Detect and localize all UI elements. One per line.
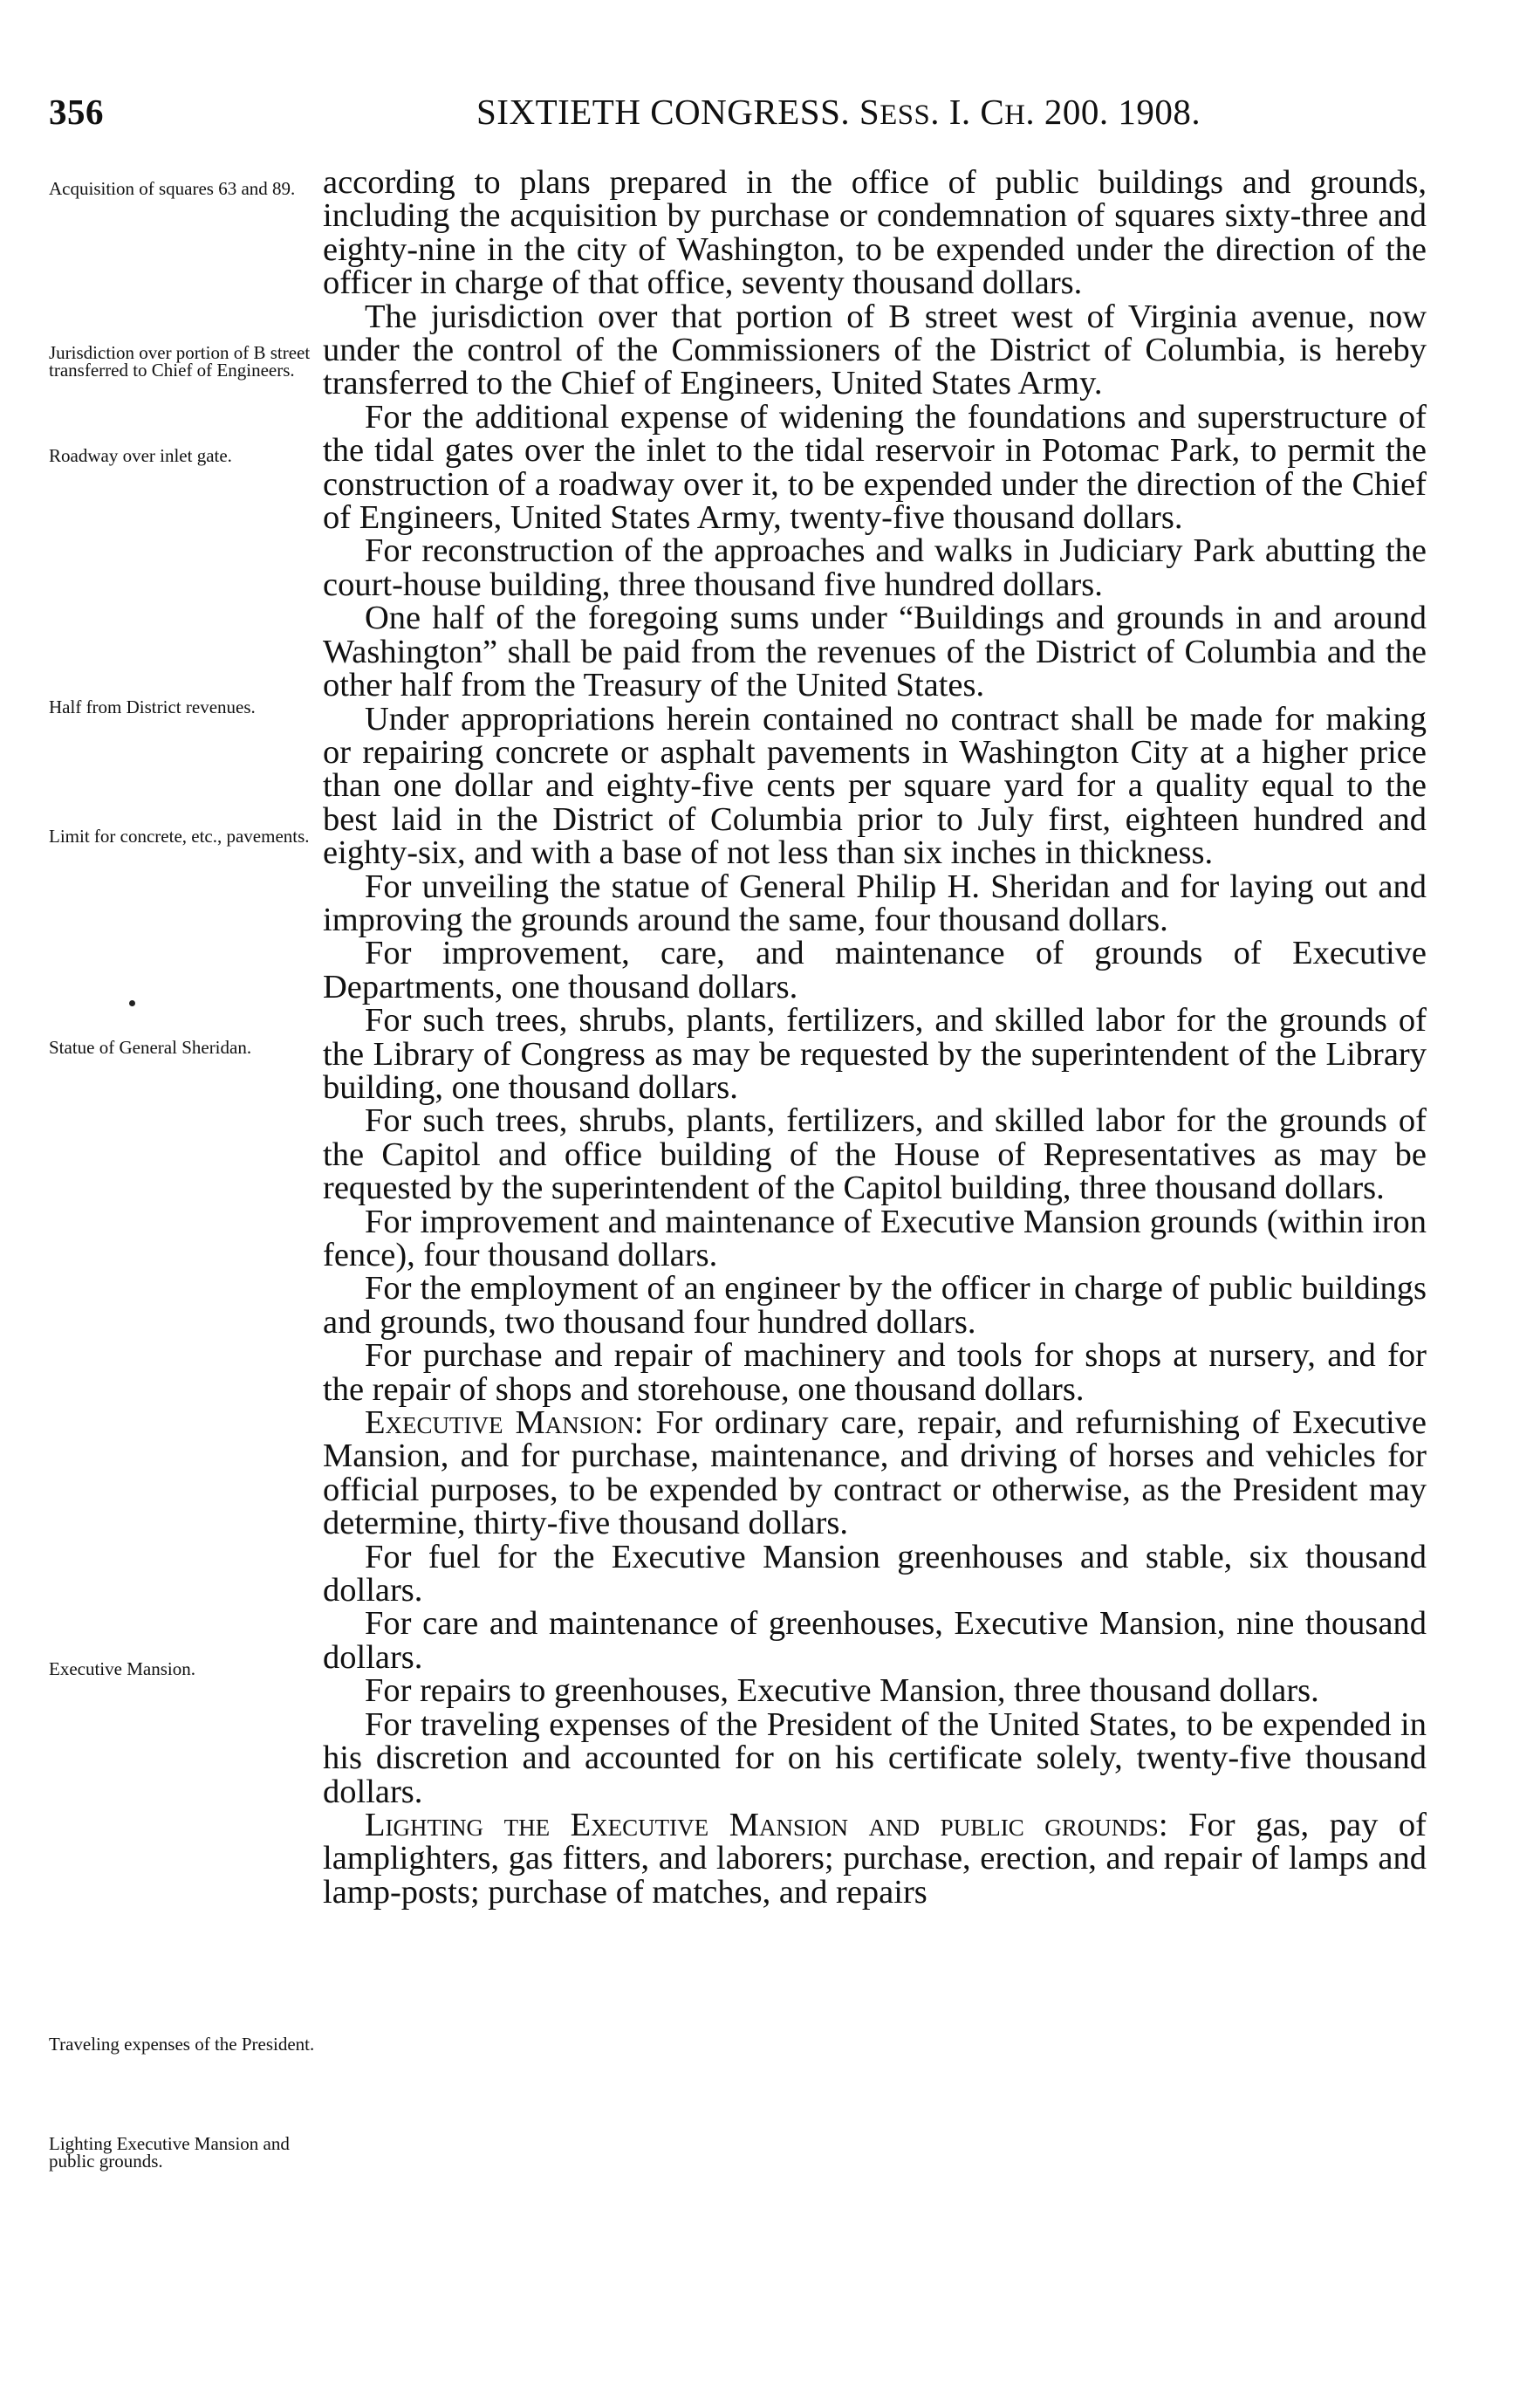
running-head [476, 91, 1201, 133]
paragraph: The jurisdiction over that portion of B street west of Virginia avenue, now under the control of the Commissioners of the District of Columbia, is hereby transferred to the Chief of Engineers, United States Army. [323, 298, 1427, 402]
section-heading: Lighting the Executive Mansion and public grounds: [365, 1806, 1168, 1843]
paragraph: For traveling expenses of the President of the United States, to be expended in his discretion and accounted for on his certificate solely, twenty-five thousand dollars. [323, 1705, 1427, 1810]
statute-text [323, 166, 1427, 1909]
paragraph: For improvement, care, and maintenance of grounds of Executive Departments, one thousand dollars. [323, 935, 1427, 1005]
paragraph: For reconstruction of the approaches and walks in Judiciary Park abutting the court-house building, three thousand five hundred dollars. [323, 532, 1427, 603]
margin-note-jurisdiction: Jurisdiction over portion of B street transferred to Chief of Engineers. [49, 342, 311, 381]
margin-note-lighting: Lighting Executive Mansion and public grounds. [49, 2133, 290, 2172]
paragraph-lighting [323, 1808, 1427, 1909]
margin-note-limit-pavements: Limit for concrete, etc., pavements. [49, 826, 310, 847]
running-head-congress: SIXTIETH CONGRESS. S [476, 92, 880, 132]
margin-note-acquisition: Acquisition of squares 63 and 89. [49, 178, 296, 199]
paragraph: Under appropriations herein contained no contract shall be made for making or repairing concrete or asphalt pavements in Washington City at a higher price than one dollar and eighty-five cents per square yard for a quality equal to the best laid in the District of Columbia prior to July first, eighteen hundred and eighty-six, and with a base of not less than six inches in thickness. [323, 700, 1427, 872]
margin-note-executive-mansion: Executive Mansion. [49, 1658, 195, 1679]
stray-dot-mark [129, 1000, 135, 1006]
paragraph: For the additional expense of widening the foundations and superstructure of the tidal gates over the inlet to the tidal reservoir in Potomac Park, to permit the construction of a roadway over it, to be expended under the direction of the Chief of Engineers, United States Army, twenty-five thousand dollars. [323, 398, 1427, 537]
paragraph: For fuel for the Executive Mansion greenhouses and stable, six thousand dollars. [323, 1538, 1427, 1609]
paragraph: For improvement and maintenance of Executive Mansion grounds (within iron fence), four thousand dollars. [323, 1203, 1427, 1273]
running-head-session: . I. C [930, 92, 1005, 132]
paragraph: For care and maintenance of greenhouses, Executive Mansion, nine thousand dollars. [323, 1605, 1427, 1676]
margin-note-traveling-expenses: Traveling expenses of the President. [49, 2034, 315, 2055]
paragraph: For such trees, shrubs, plants, fertilizers, and skilled labor for the grounds of the Capitol and office building of the House of Representatives as may be requested by the superintendent of the Capitol building, three thousand dollars. [323, 1102, 1427, 1207]
paragraph-text: For ordinary care, repair, and refurnishing of Executive Mansion, and for purchase, maintenance, and driving of horses and vehicles for official purposes, to be expended by contract or otherwise, as the President may determine, thirty-five thousand dollars. [323, 1404, 1427, 1542]
paragraph: One half of the foregoing sums under “Buildings and grounds in and around Washington” shall be paid from the revenues of the District of Columbia and the other half from the Treasury of the United States. [323, 600, 1427, 704]
running-head-chapter-year: . 200. 1908. [1025, 92, 1201, 132]
margin-note-roadway: Roadway over inlet gate. [49, 445, 232, 466]
section-heading: Executive Mansion: [365, 1404, 644, 1442]
paragraph: For the employment of an engineer by the officer in charge of public buildings and grounds, two thousand four hundred dollars. [323, 1270, 1427, 1341]
paragraph: For unveiling the statue of General Philip H. Sheridan and for laying out and improving the grounds around the same, four thousand dollars. [323, 868, 1427, 938]
paragraph: For such trees, shrubs, plants, fertilizers, and skilled labor for the grounds of the Library of Congress as may be requested by the superintendent of the Library building, one thousand dollars. [323, 1002, 1427, 1106]
page-header [49, 91, 1340, 143]
paragraph: according to plans prepared in the office of public buildings and grounds, including the acquisition by purchase or condemnation of squares sixty-three and eighty-nine in the city of Washington, to be expended under the direction of the officer in charge of that office, seventy thousand dollars. [323, 164, 1427, 302]
page-number: 356 [49, 92, 104, 132]
paragraph: For purchase and repair of machinery and tools for shops at nursery, and for the repair of shops and storehouse, one thousand dollars. [323, 1337, 1427, 1408]
running-head-chapter-word: H [1004, 99, 1026, 131]
running-head-session-word: ESS [880, 99, 931, 131]
paragraph: For repairs to greenhouses, Executive Mansion, three thousand dollars. [365, 1672, 1319, 1710]
margin-note-half-district: Half from District revenues. [49, 696, 256, 717]
paragraph-text: For gas, pay of lamplighters, gas fitters, and laborers; purchase, erection, and repair of lamps and lamp-posts; purchase of matches, and repairs [323, 1806, 1427, 1911]
paragraph-executive-mansion [323, 1406, 1427, 1540]
margin-note-statue-sheridan: Statue of General Sheridan. [49, 1037, 252, 1058]
